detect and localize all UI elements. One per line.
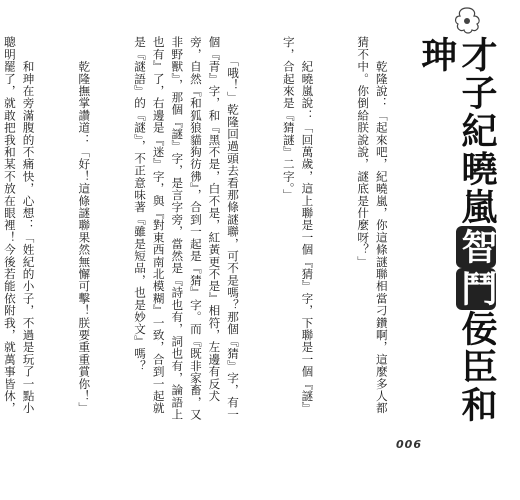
- paragraph: 乾隆說：「起來吧，紀曉嵐，你這條謎聯相當刁鑽啊，這麼多人都猜不中。你倒給朕說說，謎底是什麼呀？」: [356, 36, 389, 415]
- paragraph: 紀曉嵐說：「回萬歲，這上聯是一個『猜』字，下聯是一個『謎』字，合起來是『猜謎』二字。」: [281, 36, 315, 415]
- title-text: [416, 36, 496, 446]
- title-part-1: 才子紀曉嵐: [456, 36, 497, 226]
- book-title: [416, 6, 506, 446]
- paragraph: 和珅在旁滿腹的不痛快，心想：「姓紀的小子，不過是玩了一點小聰明罷了，就敢把我和某不放在眼裡！今後若能依附我，就萬事皆休，: [2, 36, 36, 415]
- paragraph: 「哦！」乾隆回過頭去看那條謎聯，可不是嗎？那個『猜』字，有一個『青』字，和『黑不是，白不是，紅黃更不是』相符，左邊有反犬旁，自然『和狐狼貓狗彷彿』，合到一起是『猜』字。而『既非家畜，又非野獸』，那個『謎』字，是言字旁，當然是『詩也有，詞也有，論語上也有』了，右邊是『迷』字，與『對東西南北模糊』一致，合到一起就是『謎語』的『謎』，不正意味著『雖是短品，也是妙文』嗎？: [133, 36, 241, 421]
- title-box-2: 鬥: [456, 270, 497, 308]
- paragraph: 乾隆撫掌讚道：「好！這條謎聯果然無懈可擊！朕要重重賞你！」: [77, 36, 92, 415]
- page-number: 006: [396, 438, 422, 451]
- title-box-1: 智: [456, 228, 497, 266]
- title-part-2: 佞臣和珅: [416, 36, 497, 424]
- text-body: [0, 36, 428, 426]
- cloud-ornament-icon: [452, 6, 482, 38]
